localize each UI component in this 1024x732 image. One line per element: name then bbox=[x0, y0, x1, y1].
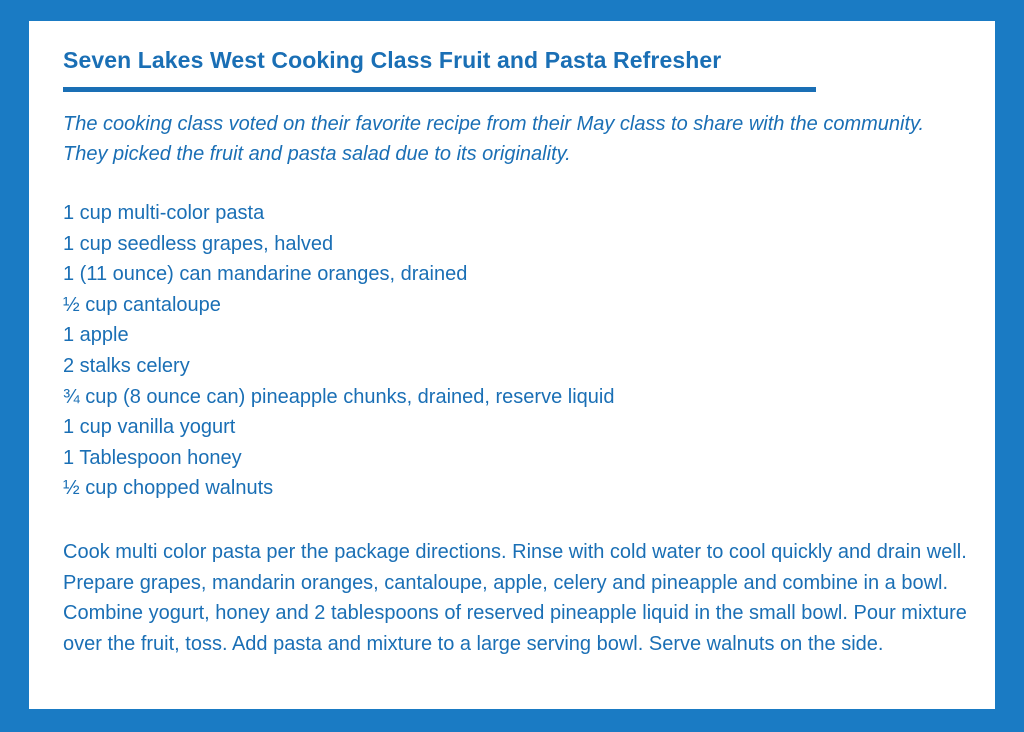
ingredient-item: 1 cup seedless grapes, halved bbox=[63, 232, 334, 255]
ingredient-item: ½ cup chopped walnuts bbox=[63, 477, 274, 500]
recipe-title: Seven Lakes West Cooking Class Fruit and Pasta Refresher bbox=[63, 47, 722, 73]
ingredient-item: 2 stalks celery bbox=[63, 354, 190, 377]
ingredient-item: 1 cup vanilla yogurt bbox=[63, 416, 236, 439]
ingredient-item: ¾ cup (8 ounce can) pineapple chunks, drained, reserve liquid bbox=[63, 385, 615, 408]
ingredient-item: 1 apple bbox=[63, 324, 129, 347]
ingredient-list bbox=[63, 198, 614, 504]
ingredient-item: 1 (11 ounce) can mandarine oranges, drained bbox=[63, 263, 468, 286]
ingredient-item: 1 cup multi-color pasta bbox=[63, 202, 265, 224]
ingredient-item: 1 Tablespoon honey bbox=[63, 446, 242, 469]
title-underline bbox=[63, 87, 816, 92]
recipe-directions: Cook multi color pasta per the package directions. Rinse with cold water to cool quickly and drain well. Prepare grapes, mandarin oranges, cantaloupe, apple, celery and pineapple and combine in a bowl. Combine yogurt, honey and 2 tablespoons of reserved pineapple liquid in the small bowl. Pour mixture over the fruit, toss. Add pasta and mixture to a large serving bowl. Serve walnuts on the side. bbox=[63, 541, 967, 655]
ingredient-item: ½ cup cantaloupe bbox=[63, 293, 221, 316]
recipe-intro: The cooking class voted on their favorite recipe from their May class to share with the community. They picked the fruit and pasta salad due to its originality. bbox=[63, 113, 925, 165]
recipe-card bbox=[29, 21, 995, 709]
